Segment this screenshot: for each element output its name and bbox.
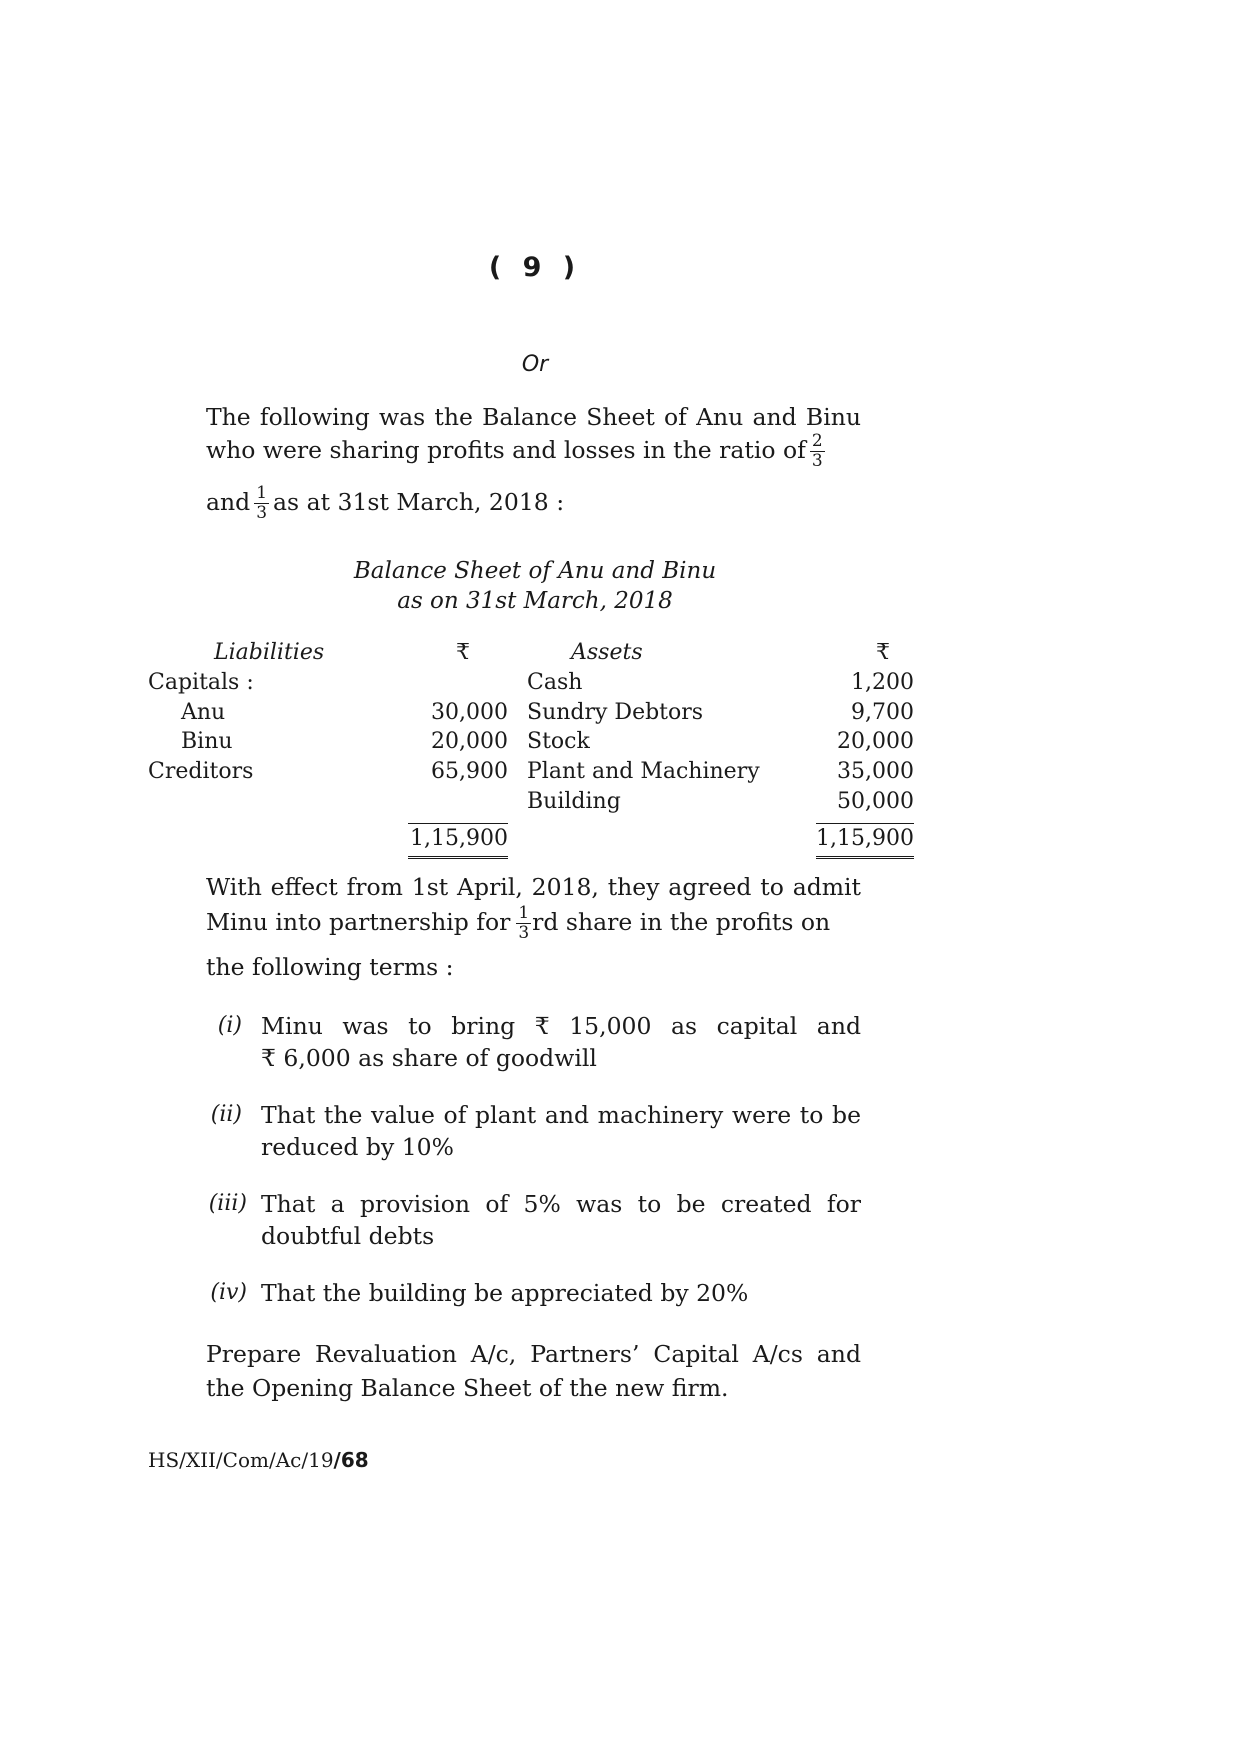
liability-label: Creditors <box>148 759 254 784</box>
footer-separator: / <box>333 1448 341 1472</box>
admission-line-2-start: Minu into partnership for <box>206 908 511 936</box>
liability-amount: 30,000 <box>431 700 508 725</box>
share-fraction-one-third <box>516 904 531 943</box>
or-label: Or <box>521 352 549 377</box>
asset-label: Cash <box>527 670 583 695</box>
liability-label: Capitals : <box>148 670 254 695</box>
asset-amount: 20,000 <box>837 729 914 754</box>
assets-total: 1,15,900 <box>816 823 914 859</box>
fraction-numerator: 1 <box>518 903 530 923</box>
intro-line-2-text: who were sharing profits and losses in the ratio of <box>206 436 806 464</box>
term-text-line-1: That a provision of 5% was to be created for <box>261 1190 861 1218</box>
term-text-line-2: reduced by 10% <box>261 1133 454 1161</box>
asset-label: Building <box>527 789 621 814</box>
ratio-fraction-one-third <box>254 484 269 523</box>
instruction-line-2: the Opening Balance Sheet of the new firm. <box>206 1374 729 1402</box>
liabilities-currency-header: ₹ <box>456 640 470 665</box>
balance-sheet-title: Balance Sheet of Anu and Binu <box>353 558 717 584</box>
term-text-line-1: That the building be appreciated by 20% <box>261 1279 749 1307</box>
page-number: ( 9 ) <box>488 252 582 283</box>
admission-line-2 <box>206 904 861 943</box>
term-label: (iv) <box>210 1280 247 1305</box>
instruction-line-1: Prepare Revaluation A/c, Partners’ Capital A/cs and <box>206 1340 861 1368</box>
liabilities-header: Liabilities <box>214 640 325 665</box>
fraction-numerator: 2 <box>811 431 823 451</box>
asset-label: Stock <box>527 729 590 754</box>
liability-amount: 20,000 <box>431 729 508 754</box>
admission-line-2-end: rd share in the profits on <box>532 908 831 936</box>
admission-line-1: With effect from 1st April, 2018, they agreed to admit <box>206 873 861 901</box>
liability-amount: 65,900 <box>431 759 508 784</box>
admission-line-3: the following terms : <box>206 953 454 981</box>
term-label: (iii) <box>208 1191 247 1216</box>
assets-currency-header: ₹ <box>876 640 890 665</box>
footer-page-number: 68 <box>340 1448 369 1472</box>
asset-amount: 35,000 <box>837 759 914 784</box>
asset-label: Sundry Debtors <box>527 700 704 725</box>
intro-line-2 <box>206 432 861 471</box>
ratio-fraction-two-thirds <box>810 432 825 471</box>
fraction-numerator: 1 <box>256 483 268 503</box>
term-text-line-1: That the value of plant and machinery were to be <box>261 1101 861 1129</box>
liability-label: Binu <box>181 729 233 754</box>
term-label: (i) <box>217 1013 242 1038</box>
fraction-denominator: 3 <box>256 503 268 523</box>
intro-line-3-start: and <box>206 488 251 516</box>
footer-code-text: HS/XII/Com/Ac/19 <box>148 1448 334 1472</box>
liability-label: Anu <box>181 700 226 725</box>
term-text-line-2: doubtful debts <box>261 1222 435 1250</box>
fraction-denominator: 3 <box>518 923 530 943</box>
term-text-line-1: Minu was to bring ₹ 15,000 as capital and <box>261 1012 861 1040</box>
footer-code <box>148 1448 369 1472</box>
asset-label: Plant and Machinery <box>527 759 760 784</box>
asset-amount: 1,200 <box>851 670 914 695</box>
fraction-denominator: 3 <box>811 451 823 471</box>
intro-line-3-end: as at 31st March, 2018 : <box>273 488 565 516</box>
intro-line-1: The following was the Balance Sheet of Anu and Binu <box>206 403 861 431</box>
asset-amount: 50,000 <box>837 789 914 814</box>
asset-amount: 9,700 <box>851 700 914 725</box>
liabilities-total: 1,15,900 <box>408 823 508 859</box>
assets-header: Assets <box>571 640 643 665</box>
balance-sheet-subtitle: as on 31st March, 2018 <box>397 588 673 614</box>
intro-line-3 <box>206 484 861 523</box>
term-text-line-2: ₹ 6,000 as share of goodwill <box>261 1044 597 1072</box>
term-label: (ii) <box>210 1102 242 1127</box>
